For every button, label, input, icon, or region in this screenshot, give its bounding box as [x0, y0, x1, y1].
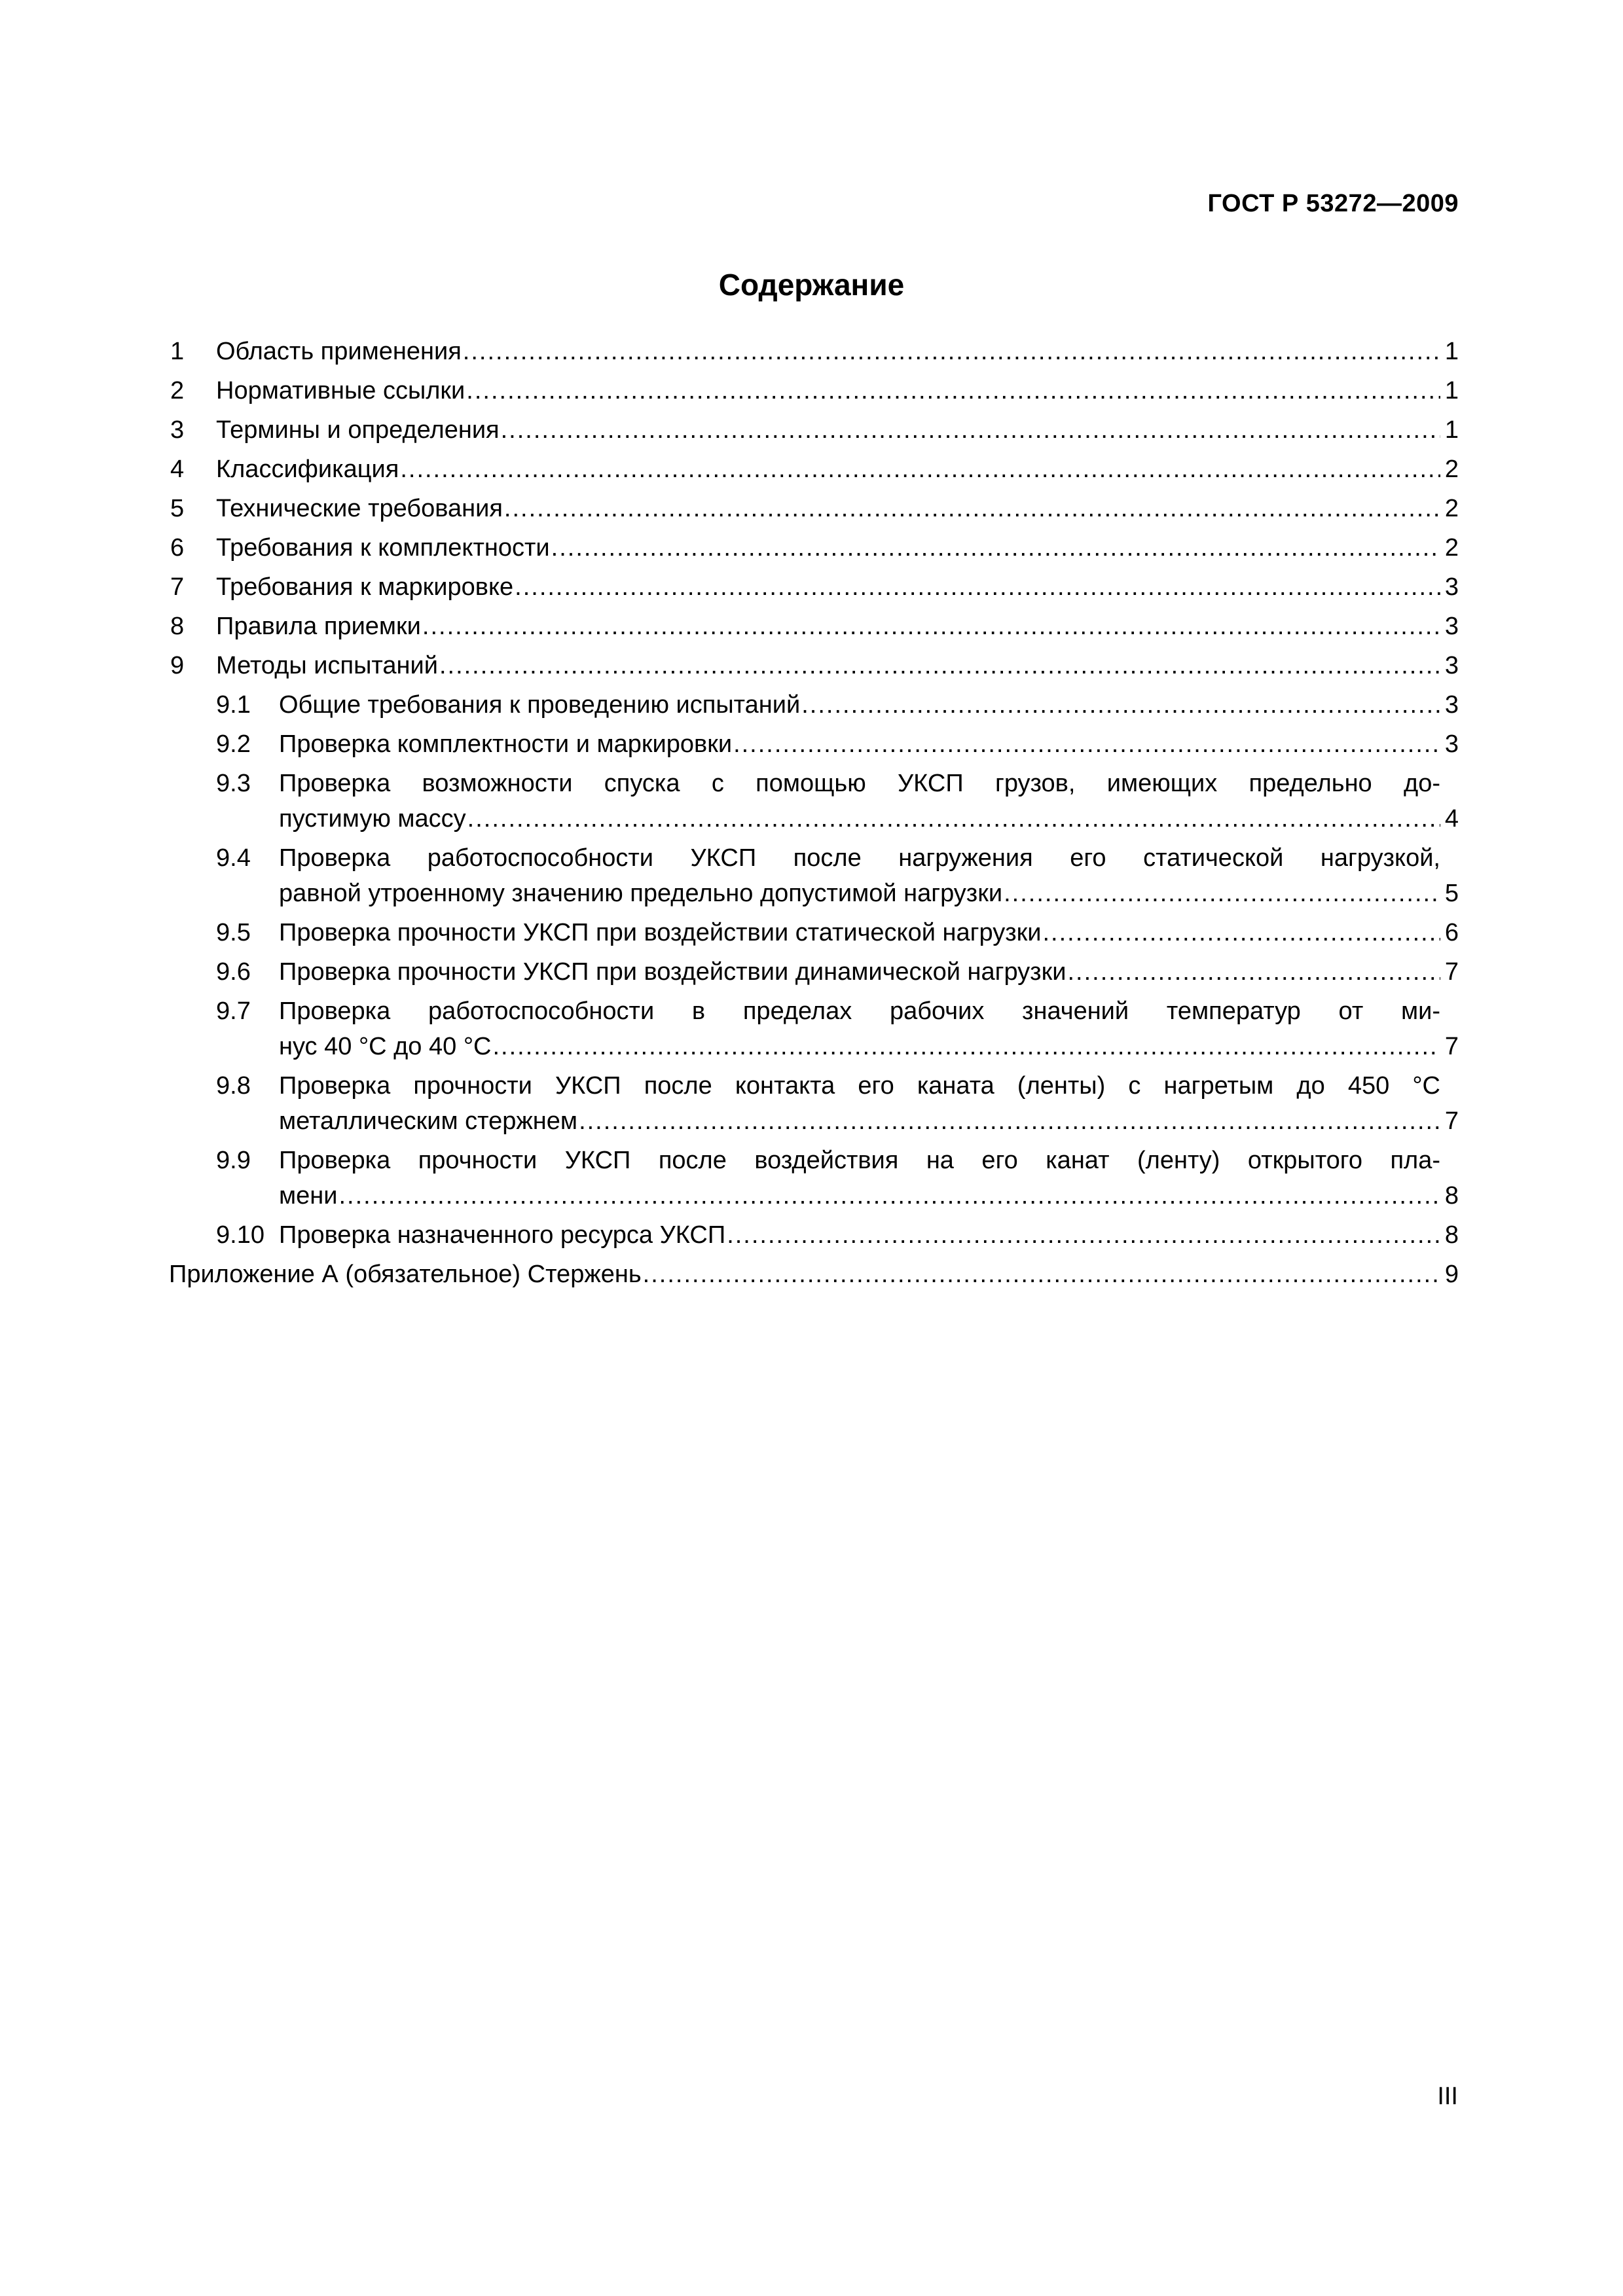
- toc-entry-title: пустимую массу: [279, 805, 466, 833]
- dot-leader: [501, 412, 1440, 448]
- toc-entry-title: Классификация: [216, 456, 399, 483]
- toc-entry-page: 1: [1444, 377, 1459, 404]
- toc-entry-title: Общие требования к проведению испытаний: [279, 691, 801, 719]
- toc-entry-title: Проверка назначенного ресурса УКСП: [279, 1221, 726, 1249]
- toc-entry-title: Правила приемки: [216, 613, 421, 640]
- dot-leader: [643, 1257, 1440, 1292]
- toc-entry-number: 1: [170, 338, 185, 365]
- toc-entry[interactable]: [169, 1257, 1459, 1292]
- dot-leader: [504, 491, 1440, 526]
- toc-entry[interactable]: [169, 530, 1459, 565]
- toc-entry-page: 1: [1444, 338, 1459, 365]
- toc-entry-title: Область применения: [216, 338, 462, 365]
- toc-entry-title-line: Проверка прочности УКСП после воздействия на его канат (ленту) открытого пла-: [279, 1147, 1440, 1174]
- toc-entry-page: 6: [1444, 919, 1459, 946]
- toc-entry-title: Требования к маркировке: [216, 573, 514, 601]
- dot-leader: [422, 609, 1440, 644]
- dot-leader: [463, 334, 1440, 369]
- toc-entry-page: 2: [1444, 456, 1459, 483]
- toc-entry[interactable]: [169, 1068, 1459, 1139]
- table-of-contents: [169, 334, 1459, 1292]
- toc-entry-number: 9.5: [216, 919, 251, 946]
- toc-entry-title: Термины и определения: [216, 416, 500, 444]
- toc-entry-title: мени: [279, 1182, 338, 1210]
- toc-entry-page: 3: [1444, 652, 1459, 679]
- toc-entry-page: 8: [1444, 1182, 1459, 1210]
- dot-leader: [733, 726, 1440, 762]
- toc-entry-number: 7: [170, 573, 185, 601]
- dot-leader: [1004, 876, 1440, 911]
- toc-entry-title-line: Проверка возможности спуска с помощью УКСП грузов, имеющих предельно до-: [279, 770, 1440, 797]
- toc-entry-page: 4: [1444, 805, 1459, 833]
- document-code: ГОСТ Р 53272—2009: [1207, 190, 1459, 217]
- page-number: III: [1437, 2083, 1458, 2110]
- toc-entry-number: 9.9: [216, 1147, 251, 1174]
- toc-entry-title-line: Проверка прочности УКСП после контакта его каната (ленты) с нагретым до 450 °С: [279, 1072, 1440, 1100]
- dot-leader: [492, 1029, 1440, 1064]
- dot-leader: [1043, 915, 1441, 950]
- toc-entry-number: 5: [170, 495, 185, 522]
- toc-entry[interactable]: [169, 915, 1459, 950]
- toc-entry[interactable]: [169, 726, 1459, 762]
- dot-leader: [467, 801, 1440, 836]
- toc-entry-page: 9: [1444, 1261, 1459, 1288]
- toc-entry-number: 9.6: [216, 958, 251, 986]
- toc-entry-page: 3: [1444, 691, 1459, 719]
- toc-entry-page: 7: [1444, 1033, 1459, 1060]
- toc-entry[interactable]: [169, 994, 1459, 1064]
- toc-entry-page: 3: [1444, 573, 1459, 601]
- toc-entry-number: 9.1: [216, 691, 251, 719]
- toc-entry-title: равной утроенному значению предельно допустимой нагрузки: [279, 880, 1003, 907]
- toc-entry[interactable]: [169, 766, 1459, 836]
- toc-entry[interactable]: [169, 334, 1459, 369]
- toc-entry[interactable]: [169, 609, 1459, 644]
- toc-entry-number: 9.4: [216, 844, 251, 872]
- toc-entry[interactable]: [169, 840, 1459, 911]
- toc-entry-number: 6: [170, 534, 185, 562]
- dot-leader: [338, 1178, 1440, 1213]
- toc-entry-number: 4: [170, 456, 185, 483]
- toc-entry-page: 5: [1444, 880, 1459, 907]
- dot-leader: [579, 1103, 1440, 1139]
- toc-entry-title: Проверка прочности УКСП при воздействии динамической нагрузки: [279, 958, 1067, 986]
- toc-entry[interactable]: [169, 1143, 1459, 1213]
- toc-entry[interactable]: [169, 648, 1459, 683]
- toc-entry[interactable]: [169, 491, 1459, 526]
- dot-leader: [551, 530, 1440, 565]
- toc-entry-number: 9.10: [216, 1221, 264, 1249]
- toc-entry-number: 9: [170, 652, 185, 679]
- dot-leader: [727, 1217, 1440, 1253]
- dot-leader: [515, 569, 1440, 605]
- toc-entry-page: 1: [1444, 416, 1459, 444]
- toc-entry-number: 9.3: [216, 770, 251, 797]
- toc-entry-number: 8: [170, 613, 185, 640]
- dot-leader: [439, 648, 1440, 683]
- toc-entry-page: 3: [1444, 730, 1459, 758]
- toc-entry-title: нус 40 °С до 40 °С: [279, 1033, 492, 1060]
- toc-entry-title: Нормативные ссылки: [216, 377, 465, 404]
- dot-leader: [400, 452, 1440, 487]
- toc-entry-number: 3: [170, 416, 185, 444]
- toc-entry[interactable]: [169, 1217, 1459, 1253]
- toc-entry[interactable]: [169, 954, 1459, 990]
- toc-entry-title: Проверка прочности УКСП при воздействии статической нагрузки: [279, 919, 1042, 946]
- toc-entry-number: 9.8: [216, 1072, 251, 1100]
- toc-entry-page: 2: [1444, 534, 1459, 562]
- toc-entry-title: Требования к комплектности: [216, 534, 550, 562]
- toc-entry-title: Приложение А (обязательное) Стержень: [169, 1261, 642, 1288]
- toc-entry-title-line: Проверка работоспособности УКСП после нагружения его статической нагрузкой,: [279, 844, 1440, 872]
- toc-entry-page: 2: [1444, 495, 1459, 522]
- toc-entry-title: Проверка комплектности и маркировки: [279, 730, 733, 758]
- toc-entry[interactable]: [169, 412, 1459, 448]
- toc-entry-title: Технические требования: [216, 495, 503, 522]
- dot-leader: [1067, 954, 1440, 990]
- toc-entry-title: Методы испытаний: [216, 652, 438, 679]
- toc-entry-page: 7: [1444, 1107, 1459, 1135]
- toc-entry[interactable]: [169, 687, 1459, 723]
- toc-entry-title: металлическим стержнем: [279, 1107, 578, 1135]
- toc-entry-number: 9.2: [216, 730, 251, 758]
- toc-entry-number: 9.7: [216, 997, 251, 1025]
- dot-leader: [801, 687, 1440, 723]
- page-title: Содержание: [718, 268, 905, 302]
- toc-entry-page: 3: [1444, 613, 1459, 640]
- toc-entry-number: 2: [170, 377, 185, 404]
- toc-entry-title-line: Проверка работоспособности в пределах рабочих значений температур от ми-: [279, 997, 1440, 1025]
- toc-entry-page: 8: [1444, 1221, 1459, 1249]
- toc-entry-page: 7: [1444, 958, 1459, 986]
- dot-leader: [466, 373, 1440, 408]
- toc-entry[interactable]: [169, 569, 1459, 605]
- toc-entry[interactable]: [169, 452, 1459, 487]
- toc-entry[interactable]: [169, 373, 1459, 408]
